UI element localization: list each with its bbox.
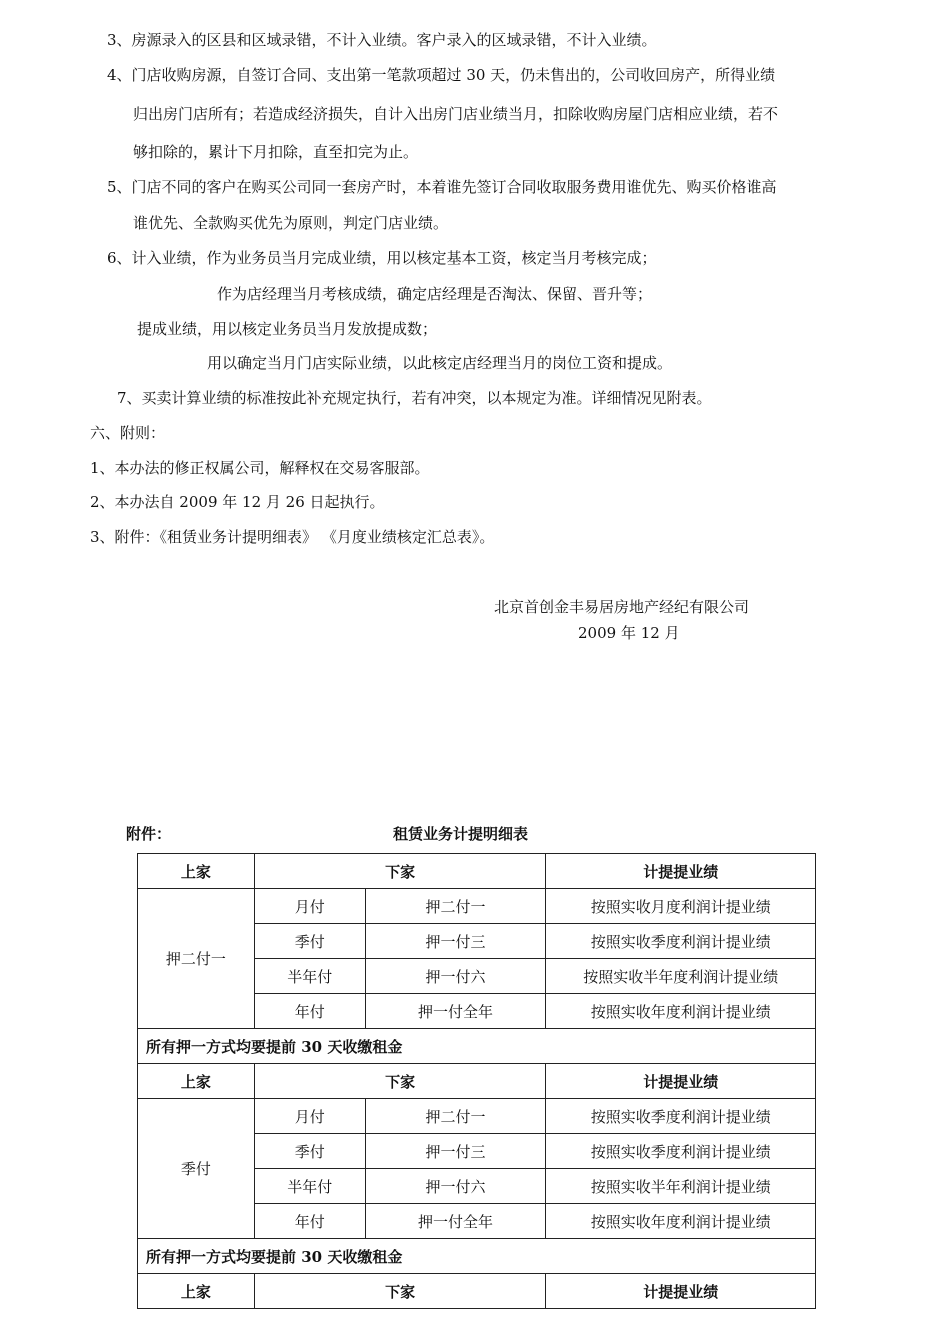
- rental-commission-table: [137, 853, 816, 1309]
- upper-cell: 押二付一: [138, 889, 255, 1029]
- paragraph: 6、计入业绩，作为业务员当月完成业绩，用以核定基本工资，核定当月考核完成；: [107, 249, 657, 267]
- header-commission: 计提提业绩: [546, 1274, 816, 1309]
- deposit-cell: 押一付全年: [365, 1204, 546, 1239]
- commission-cell: 按照实收季度利润计提业绩: [546, 1099, 816, 1134]
- table-header-row: [138, 1064, 816, 1099]
- table-header-row: [138, 854, 816, 889]
- table-header-row: [138, 1274, 816, 1309]
- deposit-cell: 押二付一: [365, 1099, 546, 1134]
- paragraph: 够扣除的，累计下月扣除，直至扣完为止。: [133, 143, 419, 161]
- pay-cycle-cell: 半年付: [254, 1169, 365, 1204]
- header-upper: 上家: [138, 1274, 255, 1309]
- paragraph: 5、门店不同的客户在购买公司同一套房产时，本着谁先签订合同收取服务费用谁优先、购买价格谁高: [107, 178, 777, 196]
- paragraph: 谁优先、全款购买优先为原则，判定门店业绩。: [133, 214, 449, 232]
- pay-cycle-cell: 年付: [254, 1204, 365, 1239]
- header-lower: 下家: [254, 1064, 546, 1099]
- paragraph: 归出房门店所有；若造成经济损失，自计入出房门店业绩当月，扣除收购房屋门店相应业绩，若不: [133, 105, 779, 123]
- pay-cycle-cell: 季付: [254, 1134, 365, 1169]
- header-upper: 上家: [138, 854, 255, 889]
- note-cell: 所有押一方式均要提前 30 天收缴租金: [138, 1239, 816, 1274]
- table-row: [138, 889, 816, 924]
- paragraph: 4、门店收购房源，自签订合同、支出第一笔款项超过 30 天，仍未售出的，公司收回房产，所得业绩: [107, 66, 776, 84]
- deposit-cell: 押一付三: [365, 924, 546, 959]
- deposit-cell: 押一付全年: [365, 994, 546, 1029]
- commission-cell: 按照实收半年度利润计提业绩: [546, 959, 816, 994]
- paragraph: 2、本办法自 2009 年 12 月 26 日起执行。: [90, 493, 385, 511]
- attachment-label: 附件：: [126, 825, 172, 843]
- pay-cycle-cell: 季付: [254, 924, 365, 959]
- header-commission: 计提提业绩: [546, 854, 816, 889]
- note-cell: 所有押一方式均要提前 30 天收缴租金: [138, 1029, 816, 1064]
- commission-cell: 按照实收月度利润计提业绩: [546, 889, 816, 924]
- table-note-row: [138, 1029, 816, 1064]
- commission-cell: 按照实收年度利润计提业绩: [546, 1204, 816, 1239]
- table-note-row: [138, 1239, 816, 1274]
- paragraph: 3、附件：《租赁业务计提明细表》 《月度业绩核定汇总表》。: [90, 528, 495, 546]
- table-row: [138, 1099, 816, 1134]
- pay-cycle-cell: 月付: [254, 889, 365, 924]
- deposit-cell: 押一付六: [365, 1169, 546, 1204]
- paragraph: 3、房源录入的区县和区域录错，不计入业绩。客户录入的区域录错，不计入业绩。: [107, 31, 657, 49]
- section-heading: 六、附则：: [90, 424, 166, 442]
- signature-company: 北京首创金丰易居房地产经纪有限公司: [494, 598, 750, 616]
- header-commission: 计提提业绩: [546, 1064, 816, 1099]
- paragraph: 提成业绩，用以核定业务员当月发放提成数；: [137, 320, 438, 338]
- attachment-title: 租赁业务计提明细表: [393, 825, 529, 843]
- upper-cell: 季付: [138, 1099, 255, 1239]
- header-upper: 上家: [138, 1064, 255, 1099]
- paragraph: 作为店经理当月考核成绩，确定店经理是否淘汰、保留、晋升等；: [217, 285, 653, 303]
- deposit-cell: 押一付三: [365, 1134, 546, 1169]
- deposit-cell: 押二付一: [365, 889, 546, 924]
- paragraph: 7、买卖计算业绩的标准按此补充规定执行，若有冲突，以本规定为准。详细情况见附表。: [117, 389, 712, 407]
- commission-cell: 按照实收年度利润计提业绩: [546, 994, 816, 1029]
- header-lower: 下家: [254, 1274, 546, 1309]
- signature-date: 2009 年 12 月: [578, 624, 680, 642]
- pay-cycle-cell: 月付: [254, 1099, 365, 1134]
- commission-cell: 按照实收季度利润计提业绩: [546, 1134, 816, 1169]
- commission-cell: 按照实收季度利润计提业绩: [546, 924, 816, 959]
- deposit-cell: 押一付六: [365, 959, 546, 994]
- commission-cell: 按照实收半年利润计提业绩: [546, 1169, 816, 1204]
- header-lower: 下家: [254, 854, 546, 889]
- pay-cycle-cell: 半年付: [254, 959, 365, 994]
- paragraph: 用以确定当月门店实际业绩，以此核定店经理当月的岗位工资和提成。: [207, 354, 673, 372]
- paragraph: 1、本办法的修正权属公司，解释权在交易客服部。: [90, 459, 430, 477]
- pay-cycle-cell: 年付: [254, 994, 365, 1029]
